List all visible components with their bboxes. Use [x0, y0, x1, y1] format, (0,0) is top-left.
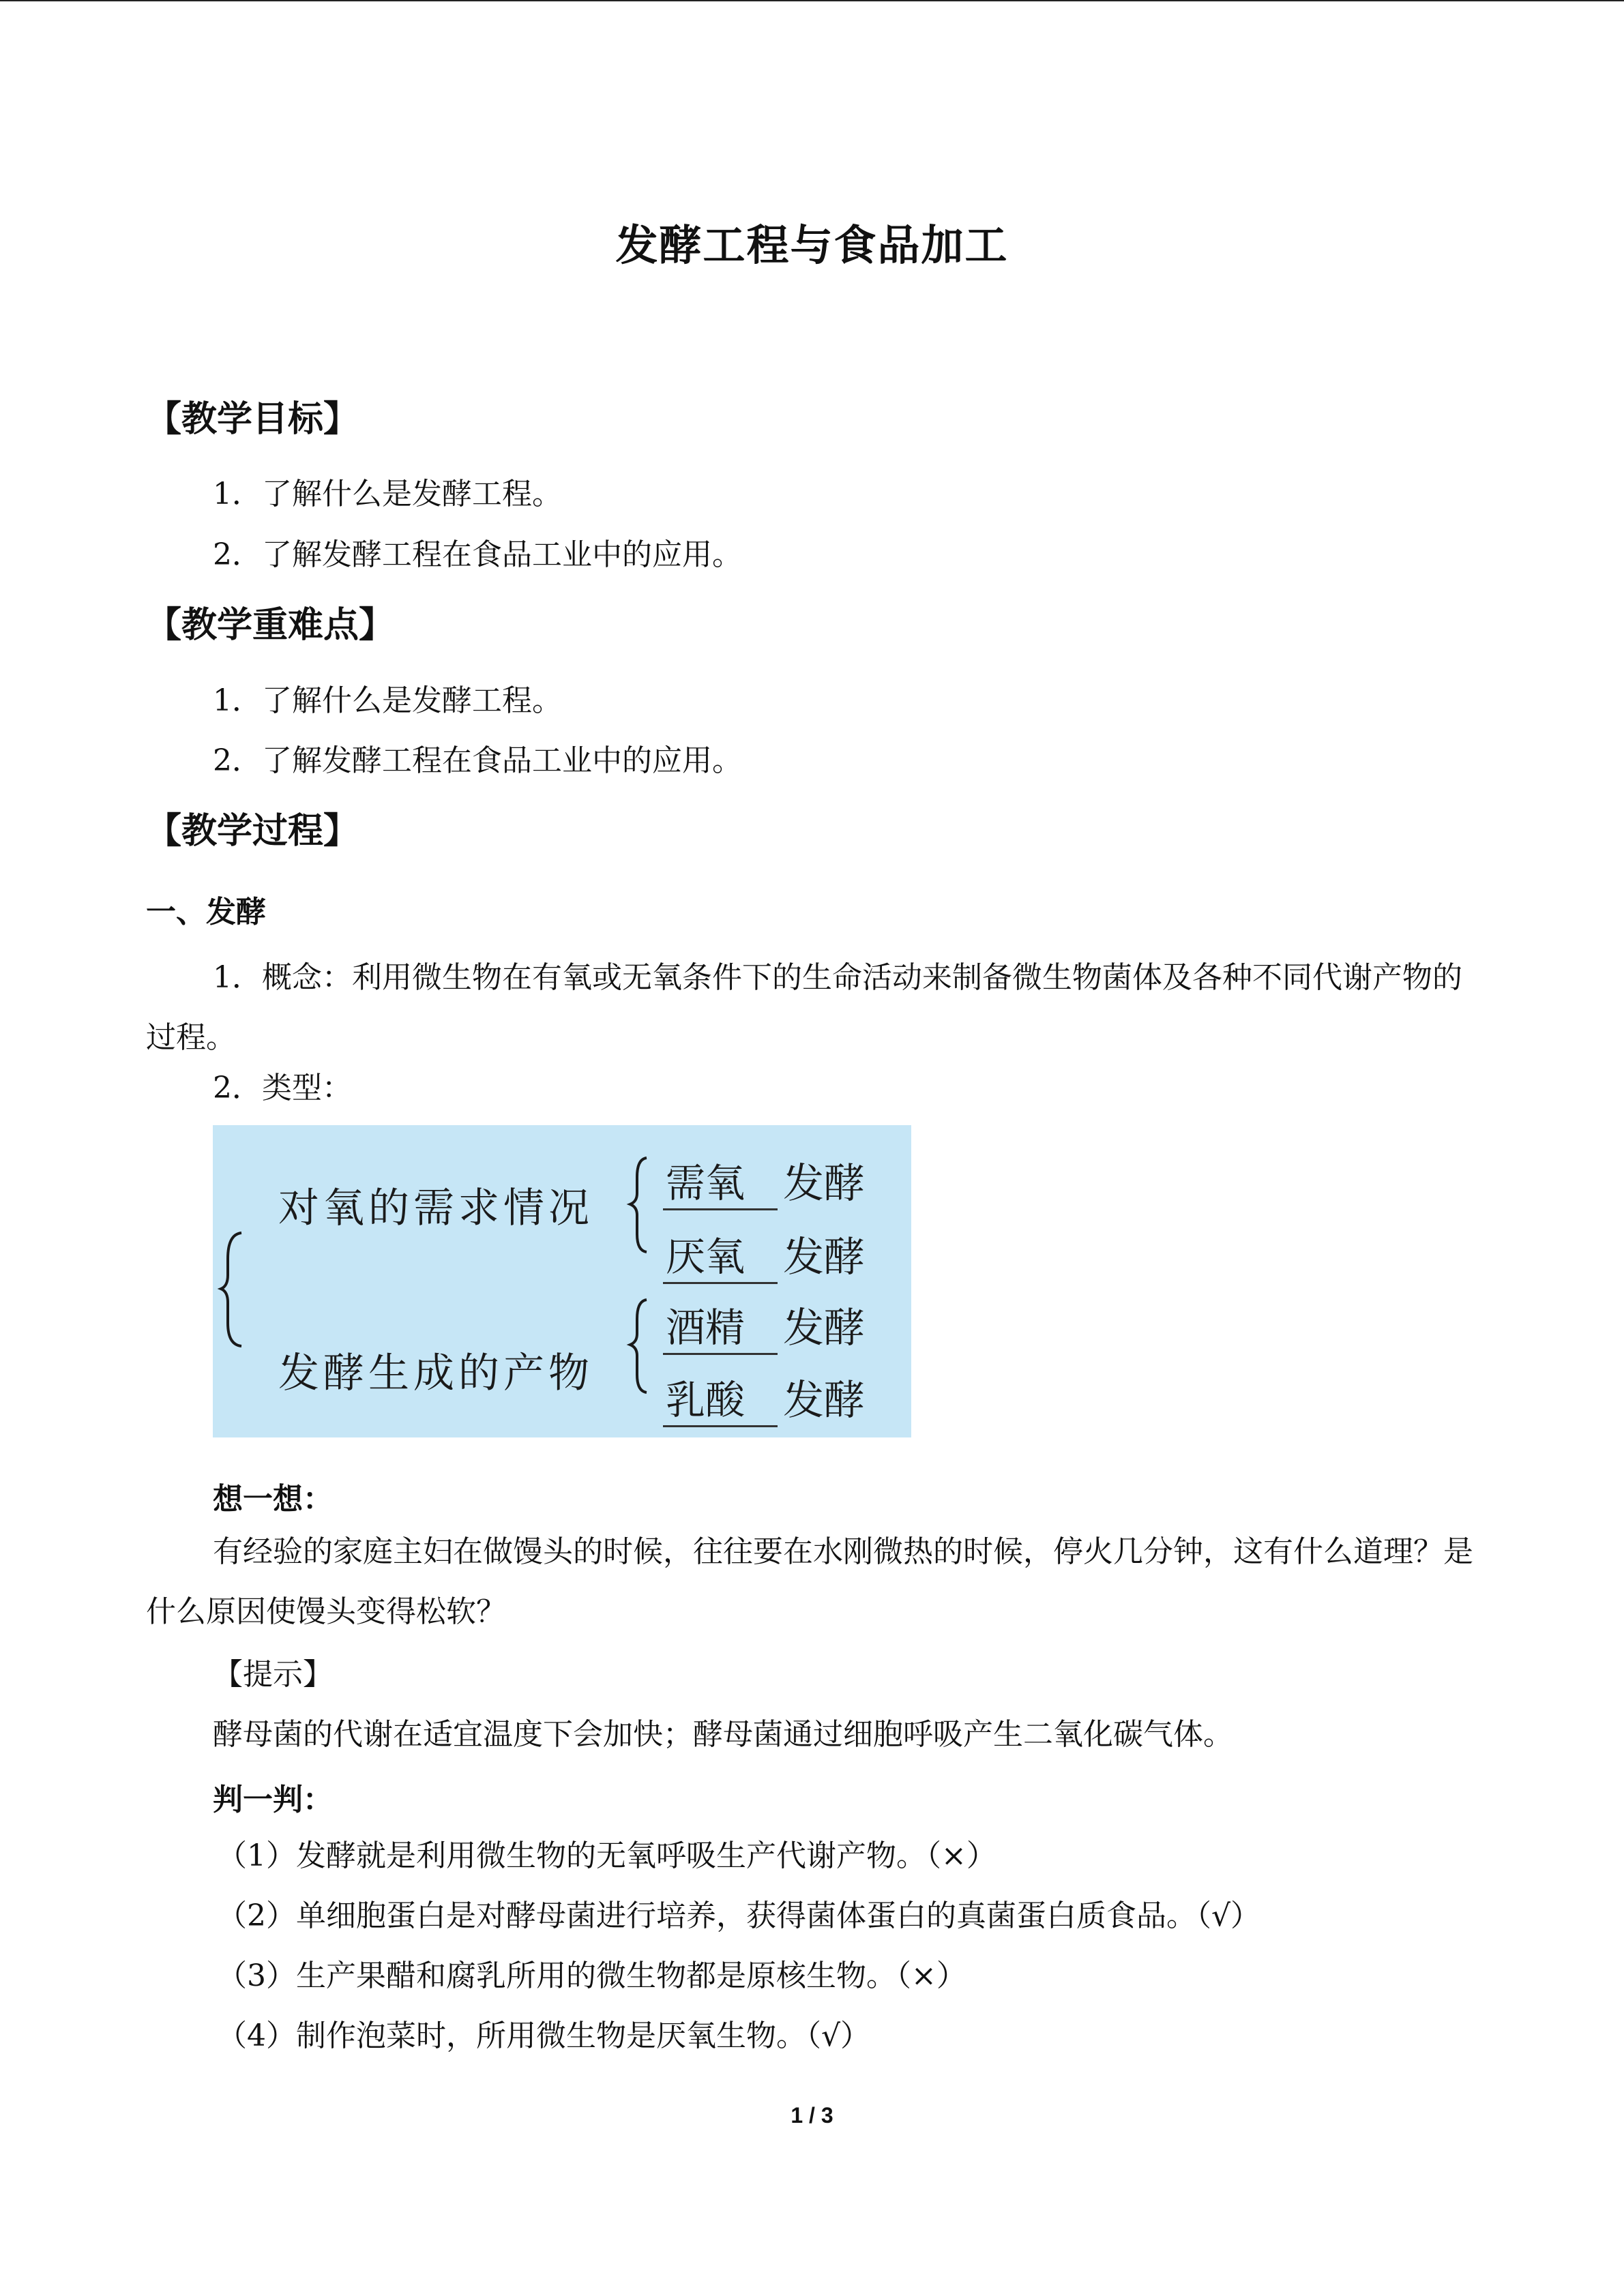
- types-label: 2．类型：: [213, 1071, 352, 1105]
- judge-item-2: （2）单细胞蛋白是对酵母菌进行培养，获得菌体蛋白的真菌蛋白质食品。（√）: [217, 1898, 1261, 1933]
- page-number: 1 / 3: [791, 2103, 833, 2128]
- objectives-heading: 【教学目标】: [146, 398, 359, 440]
- judge-item-3: （3）生产果醋和腐乳所用的微生物都是原核生物。（×）: [217, 1958, 966, 1993]
- judge-label: 判一判：: [213, 1783, 333, 1817]
- page-top-border: [0, 0, 1624, 1]
- blank-lactic: 乳酸: [663, 1368, 778, 1427]
- hint-label: 【提示】: [213, 1657, 333, 1692]
- suffix-aerobic: 发酵: [783, 1160, 865, 1208]
- think-label: 想一想：: [213, 1482, 333, 1517]
- product-brace: [630, 1300, 647, 1392]
- key-points-heading: 【教学重难点】: [146, 604, 395, 646]
- branch-products: 发酵生成的产物: [278, 1350, 593, 1397]
- main-brace: [221, 1233, 241, 1346]
- section-fermentation-heading: 一、发酵: [146, 895, 266, 929]
- process-heading: 【教学过程】: [146, 810, 359, 852]
- objective-item-1: 1．了解什么是发酵工程。: [213, 477, 562, 511]
- concept-paragraph: 1．概念：利用微生物在有氧或无氧条件下的生命活动来制备微生物菌体及各种不同代谢产物的过程。: [146, 960, 1462, 1055]
- judge-item-4: （4）制作泡菜时，所用微生物是厌氧生物。（√）: [217, 2018, 871, 2053]
- judge-item-1: （1）发酵就是利用微生物的无氧呼吸生产代谢产物。（×）: [217, 1838, 996, 1873]
- fermentation-types-diagram: [213, 1125, 911, 1437]
- key-point-item-1: 1．了解什么是发酵工程。: [213, 683, 562, 718]
- objective-item-2: 2．了解发酵工程在食品工业中的应用。: [213, 537, 742, 572]
- blank-anaerobic: 厌氧: [663, 1225, 778, 1284]
- oxygen-brace: [630, 1158, 647, 1252]
- document-title: 发酵工程与食品加工: [615, 220, 1009, 270]
- hint-text: 酵母菌的代谢在适宜温度下会加快；酵母菌通过细胞呼吸产生二氧化碳气体。: [213, 1717, 1233, 1752]
- suffix-lactic: 发酵: [783, 1377, 865, 1425]
- blank-aerobic: 需氧: [663, 1151, 778, 1210]
- branch-oxygen-demand: 对氧的需求情况: [278, 1184, 593, 1232]
- suffix-alcohol: 发酵: [783, 1304, 865, 1352]
- key-point-item-2: 2．了解发酵工程在食品工业中的应用。: [213, 743, 742, 778]
- blank-alcohol: 酒精: [663, 1296, 778, 1355]
- think-question: 有经验的家庭主妇在做馒头的时候，往往要在水刚微热的时候，停火几分钟，这有什么道理？是什么原因使馒头变得松软？: [146, 1534, 1473, 1629]
- suffix-anaerobic: 发酵: [783, 1234, 865, 1281]
